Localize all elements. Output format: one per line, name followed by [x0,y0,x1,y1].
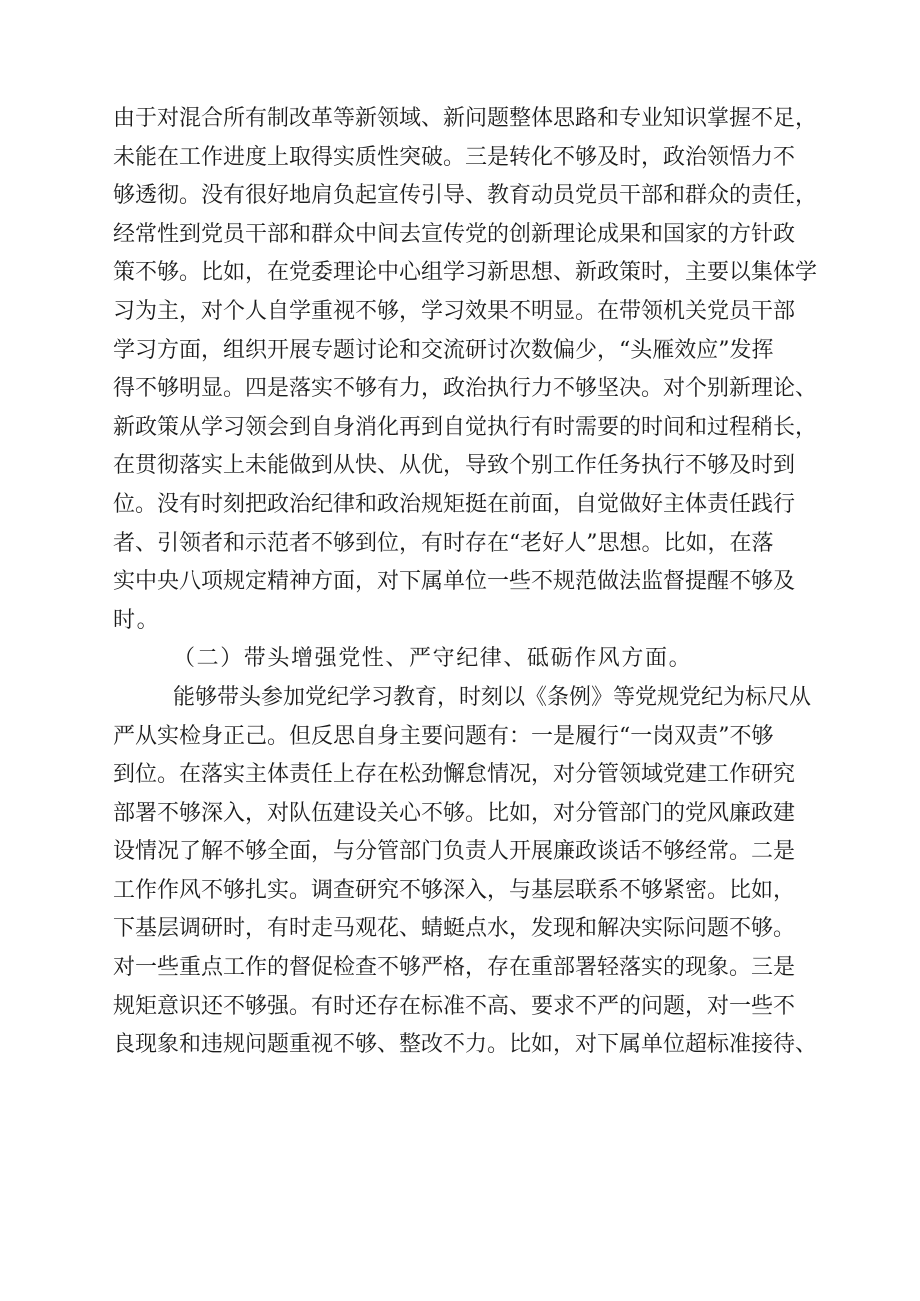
text-line: 能够带头参加党纪学习教育，时刻以《条例》等党规党纪为标尺从 [173,684,812,710]
text-line: 够透彻。没有很好地肩负起宣传引导、教育动员党员干部和群众的责任， [113,183,818,209]
text-line: 得不够明显。四是落实不够有力，政治执行力不够坚决。对个别新理论、 [113,376,818,402]
text-line: 学习方面，组织开展专题讨论和交流研讨次数偏少，“头雁效应”发挥 [113,337,774,363]
paragraph [113,679,848,1065]
text-line: 习为主，对个人自学重视不够，学习效果不明显。在带领机关党员干部 [113,298,796,324]
text-line: 工作作风不够扎实。调查研究不够深入，与基层联系不够紧密。比如， [113,877,796,903]
text-line: 良现象和违规问题重视不够、整改不力。比如，对下属单位超标准接待、 [113,1032,818,1058]
text-line: 下基层调研时，有时走马观花、蜻蜓点水，发现和解决实际问题不够。 [113,916,796,942]
text-line: 部署不够深入，对队伍建设关心不够。比如，对分管部门的党风廉政建 [113,800,796,826]
text-line: （二）带头增强党性、严守纪律、砥砺作风方面。 [173,646,693,672]
text-line: 经常性到党员干部和群众中间去宣传党的创新理论成果和国家的方针政 [113,221,796,247]
text-line: 设情况了解不够全面，与分管部门负责人开展廉政谈话不够经常。二是 [113,839,796,865]
text-line: 者、引领者和示范者不够到位，有时存在“老好人”思想。比如，在落 [113,530,774,556]
text-line: 在贯彻落实上未能做到从快、从优，导致个别工作任务执行不够及时到 [113,453,796,479]
text-line: 策不够。比如，在党委理论中心组学习新思想、新政策时，主要以集体学 [113,260,818,286]
document-body [113,100,848,1065]
text-line: 实中央八项规定精神方面，对下属单位一些不规范做法监督提醒不够及 [113,569,796,595]
text-line: 位。没有时刻把政治纪律和政治规矩挺在前面，自觉做好主体责任践行 [113,491,796,517]
text-line: 规矩意识还不够强。有时还存在标准不高、要求不严的问题，对一些不 [113,993,796,1019]
section-heading [113,640,848,679]
paragraph [113,100,848,640]
text-line: 到位。在落实主体责任上存在松劲懈怠情况，对分管领域党建工作研究 [113,762,796,788]
text-line: 未能在工作进度上取得实质性突破。三是转化不够及时，政治领悟力不 [113,144,796,170]
text-line: 时。 [113,607,161,633]
text-line: 对一些重点工作的督促检查不够严格，存在重部署轻落实的现象。三是 [113,955,796,981]
text-line: 新政策从学习领会到自身消化再到自觉执行有时需要的时间和过程稍长， [113,414,818,440]
text-line: 由于对混合所有制改革等新领域、新问题整体思路和专业知识掌握不足， [113,106,818,131]
text-line: 严从实检身正己。但反思自身主要问题有：一是履行“一岗双责”不够 [113,723,774,749]
